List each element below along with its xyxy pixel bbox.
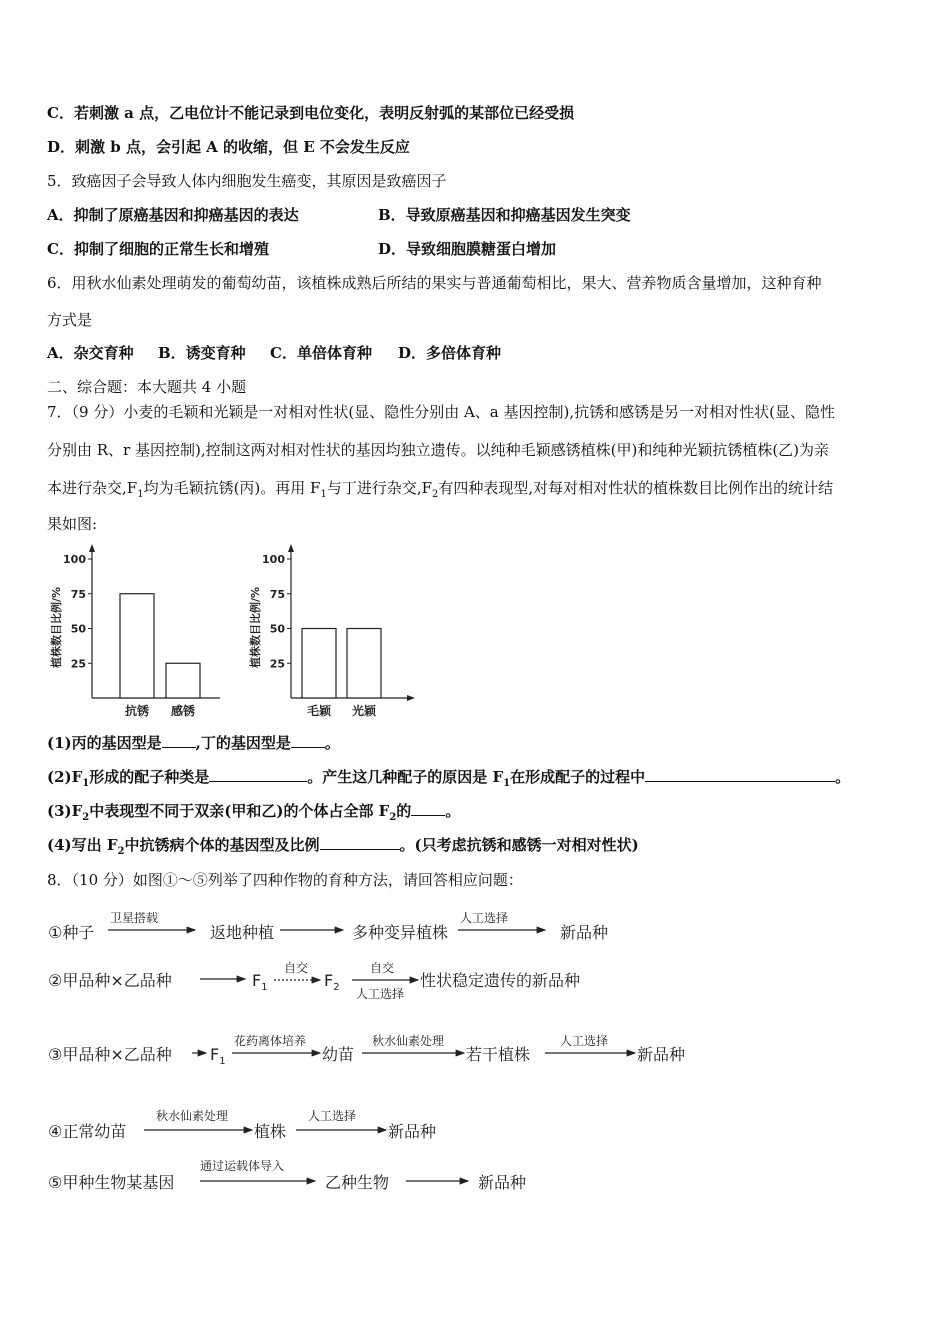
q5-option-a: A．抑制了原癌基因和抑癌基因的表达 [47, 206, 299, 224]
r2-f1: $F_1$ [252, 971, 268, 993]
breeding-methods-diagram [40, 900, 720, 1210]
r1-mid-1: 返地种植 [210, 923, 275, 942]
r1-mid-2: 多种变异植株 [352, 923, 449, 942]
x-category-label: 抗锈 [124, 704, 150, 718]
x-axis-arrow [407, 695, 415, 701]
q7-stem-line4: 果如图: [47, 515, 98, 533]
y-tick-label: 50 [269, 622, 285, 636]
r5-arrow-1-label: 通过运载体导入 [200, 1159, 285, 1173]
bar-毛颖 [302, 629, 336, 699]
y-tick-label: 25 [70, 657, 86, 671]
r2-arrow-2-label: 自交 [284, 961, 309, 975]
r4-arrow-1-label: 秋水仙素处理 [156, 1109, 229, 1123]
q5-stem: 5．致癌因子会导致人体内细胞发生癌变，其原因是致癌因子 [47, 172, 447, 190]
y-tick-label: 100 [63, 553, 86, 566]
section-heading: 二、综合题：本大题共 4 小题 [47, 378, 247, 396]
r2-f2: $F_2$ [324, 971, 340, 993]
x-category-label: 光颖 [351, 704, 377, 718]
r1-start: ①种子 [48, 923, 95, 942]
q6-option-c: C．单倍体育种 [270, 344, 372, 362]
breeding-diagram-svg [40, 900, 720, 1210]
r1-arrow-1-label: 卫星搭载 [110, 911, 159, 925]
y-axis-label: 植株数目比例/% [249, 586, 262, 668]
chart-rust-svg [40, 540, 220, 720]
r5-end: 新品种 [478, 1173, 527, 1192]
r4-arrow-2-label: 人工选择 [308, 1109, 357, 1123]
r2-arrow-3-label-top: 自交 [370, 961, 395, 975]
x-category-label: 毛颖 [306, 704, 332, 718]
r3-f1: $F_1$ [210, 1045, 226, 1067]
r1-arrow-3-label: 人工选择 [460, 911, 509, 925]
y-tick-label: 100 [262, 553, 285, 566]
r3-arrow-3-label: 秋水仙素处理 [372, 1034, 445, 1048]
q7-subquestion-4: (4)写出 $F_2$中抗锈病个体的基因型及比例 。(只考虑抗锈和感锈一对相对性状) [47, 836, 639, 857]
y-axis-arrow [288, 544, 294, 552]
bar-光颖 [347, 629, 381, 699]
r3-end: 新品种 [637, 1045, 686, 1064]
q7-stem-line1: 7．（9 分）小麦的毛颖和光颖是一对相对性状(显、隐性分别由 A、a 基因控制),抗锈和感锈是另一对相对性状(显、隐性 [47, 403, 835, 421]
q6-option-b: B．诱变育种 [158, 344, 246, 362]
r3-mid-1: 幼苗 [322, 1045, 355, 1064]
q6-option-a: A．杂交育种 [47, 344, 134, 362]
chart-glume-svg [240, 540, 420, 720]
q7-stem-line2: 分别由 R、r 基因控制),控制这两对相对性状的基因均独立遗传。以纯种毛颖感锈植株(甲)和纯种光颖抗锈植株(乙)为亲 [47, 441, 830, 459]
r4-mid-1: 植株 [254, 1122, 287, 1141]
q7-subquestion-2: $(2)F_1$形成的配子种类是 。产生这几种配子的原因是 $F_1$在形成配子的过程中 。 [47, 768, 851, 789]
r1-end: 新品种 [560, 923, 609, 942]
q4-option-c: C．若刺激 a 点，乙电位计不能记录到电位变化，表明反射弧的某部位已经受损 [47, 104, 575, 122]
y-tick-label: 75 [70, 587, 86, 601]
bar-抗锈 [120, 594, 154, 698]
y-axis-label: 植株数目比例/% [50, 586, 63, 668]
r3-arrow-2-label: 花药离体培养 [234, 1034, 307, 1048]
bar-感锈 [166, 663, 200, 698]
chart-rust-resistance [40, 540, 220, 720]
r2-end: 性状稳定遗传的新品种 [420, 971, 581, 990]
q8-stem: 8．（10 分）如图①～⑤列举了四种作物的育种方法，请回答相应问题： [47, 871, 523, 889]
y-tick-label: 25 [269, 657, 285, 671]
q4-option-d: D．刺激 b 点，会引起 A 的收缩，但 E 不会发生反应 [47, 138, 410, 156]
q7-stem-line3: 本进行杂交$,F_1$均为毛颖抗锈(丙)。再用 $F_1$与丁进行杂交$,F_2$有四种表现型,对每对相对性状的植株数目比例作出的统计结 [47, 479, 834, 500]
r4-start: ④正常幼苗 [48, 1122, 127, 1141]
r2-start: ②甲品种×乙品种 [48, 971, 172, 990]
q7-subquestion-1: (1)丙的基因型是 ,丁的基因型是 。 [47, 734, 340, 752]
q6-option-d: D．多倍体育种 [398, 344, 502, 362]
q7-subquestion-3: $(3)F_2$中表现型不同于双亲(甲和乙)的个体占全部 $F_2$的 。 [47, 802, 461, 823]
y-axis-arrow [89, 544, 95, 552]
q5-option-b: B．导致原癌基因和抑癌基因发生突变 [378, 206, 631, 224]
r3-arrow-4-label: 人工选择 [560, 1034, 609, 1048]
r5-mid-1: 乙种生物 [325, 1173, 390, 1192]
x-category-label: 感锈 [170, 704, 196, 718]
q5-option-d: D．导致细胞膜糖蛋白增加 [378, 240, 557, 258]
q5-option-c: C．抑制了细胞的正常生长和增殖 [47, 240, 269, 258]
y-tick-label: 75 [269, 587, 285, 601]
r4-end: 新品种 [388, 1122, 437, 1141]
q6-stem-line2: 方式是 [47, 311, 93, 329]
r3-mid-2: 若干植株 [466, 1045, 531, 1064]
r5-start: ⑤甲种生物某基因 [48, 1173, 175, 1192]
r3-start: ③甲品种×乙品种 [48, 1045, 172, 1064]
r2-arrow-3-label-bottom: 人工选择 [356, 987, 405, 1001]
q6-stem-line1: 6．用秋水仙素处理萌发的葡萄幼苗，该植株成熟后所结的果实与普通葡萄相比，果大、营养物质含量增加，这种育种 [47, 274, 822, 292]
y-tick-label: 50 [70, 622, 86, 636]
chart-glume-hair [240, 540, 420, 720]
